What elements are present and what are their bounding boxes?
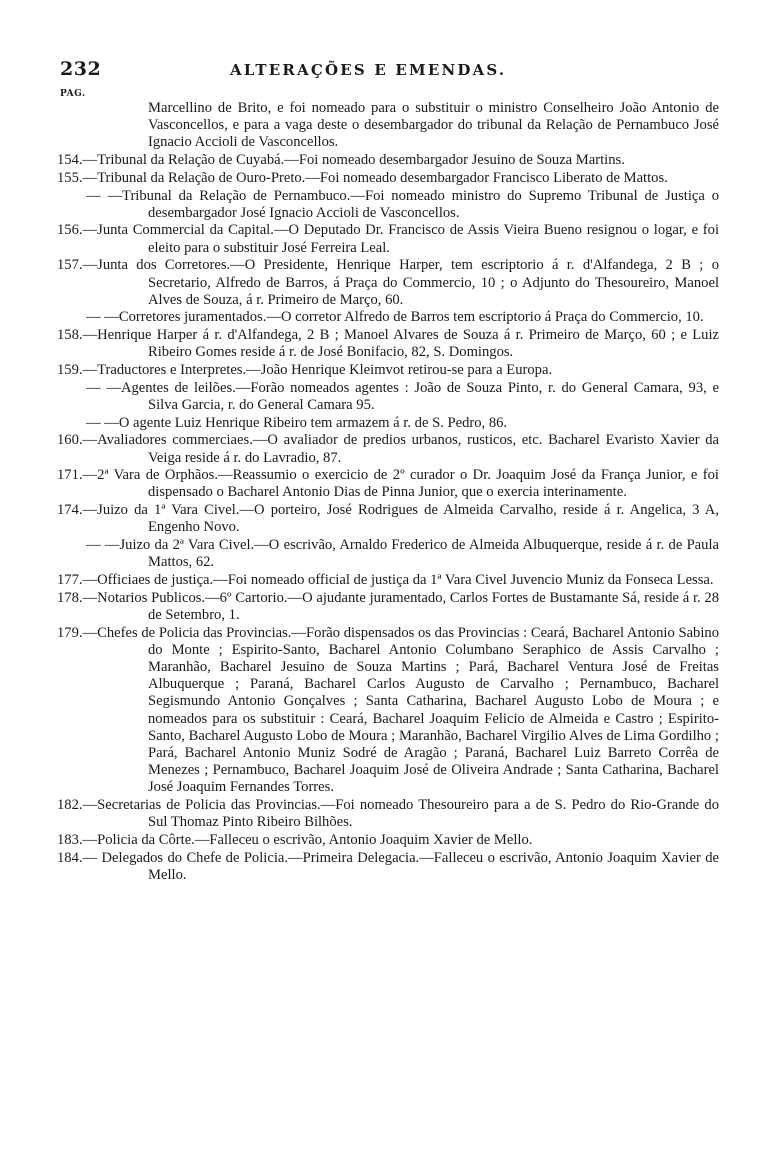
entry-157: 157.—Junta dos Corretores.—O Presidente, Henrique Harper, tem escriptorio á r. d'Alfandega, 2 B ; o Secretario, Alfredo de Barros, á Praça do Commercio, 10 ; o Adjunto do Thesoureiro, Manoel Alves de Souza, á r. Primeiro de Março, 60.: [57, 257, 719, 308]
entry-159: 159.—Traductores e Interpretes.—João Henrique Kleimvot retirou-se para a Europa.: [57, 362, 553, 379]
entry-continuation: Marcellino de Brito, e foi nomeado para o substituir o ministro Conselheiro João Antonio de Vasconcellos, e para a vaga deste o desembargador do tribunal da Relação de Pernambuco José Ignacio Accioli de Vasconcellos.: [148, 100, 719, 151]
entry-171: 171.—2ª Vara de Orphãos.—Reassumio o exercicio de 2º curador o Dr. Joaquim José da França Junior, e foi dispensado o Bacharel Antonio Dias de Pinna Junior, que o exercia interinamente.: [57, 467, 719, 501]
entries-list: [57, 100, 719, 885]
entry-dash: — —Tribunal da Relação de Pernambuco.—Foi nomeado ministro do Supremo Tribunal de Justiça o desembargador José Ignacio Accioli de Vasconcellos.: [86, 187, 719, 221]
entry-dash: — —Agentes de leilões.—Forão nomeados agentes : João de Souza Pinto, r. do General Camara, 93, e Silva Garcia, r. do General Camara 95.: [86, 379, 719, 413]
entry-183: 183.—Policia da Côrte.—Falleceu o escrivão, Antonio Joaquim Xavier de Mello.: [57, 832, 533, 849]
entry-178: 178.—Notarios Publicos.—6º Cartorio.—O ajudante juramentado, Carlos Fortes de Bustamante Sá, reside á r. 28 de Setembro, 1.: [57, 589, 719, 623]
entry-155: 155.—Tribunal da Relação de Ouro-Preto.—Foi nomeado desembargador Francisco Liberato de Mattos.: [57, 169, 668, 186]
entry-179: 179.—Chefes de Policia das Provincias.—Forão dispensados os das Provincias : Ceará, Bacharel Antonio Sabino do Monte ; Espirito-Santo, Bacharel Antonio Columbano Seraphico de Assis Carvalho ; Maranhão, Bacharel Jesuino de Souza Martins ; Pará, Bacharel Ventura José de Freitas Albuquerque ; Paraná, Bacharel Carlos Augusto de Carvalho ; Pernambuco, Bacharel Segismundo Antonio Gonçalves ; Santa Catharina, Bacharel Augusto Lobo de Moura ; e nomeados para os substituir : Ceará, Bacharel Joaquim Felicio de Almeida e Castro ; Espirito-Santo, Bacharel Augusto Lobo de Moura ; Maranhão, Bacharel Virgilio Alves de Lima Gordilho ; Pará, Bacharel Antonio Muniz Sodré de Aragão ; Paraná, Bacharel Luiz Barreto Corrêa de Menezes ; Pernambuco, Bacharel Joaquim José de Oliveira Andrade ; Santa Catharina, Bacharel José Joaquim Fernandes Torres.: [57, 624, 719, 796]
entry-dash: — —Corretores juramentados.—O corretor Alfredo de Barros tem escriptorio á Praça do Commercio, 10.: [86, 309, 704, 326]
entry-dash: — —O agente Luiz Henrique Ribeiro tem armazem á r. de S. Pedro, 86.: [86, 414, 508, 431]
entry-177: 177.—Officiaes de justiça.—Foi nomeado official de justiça da 1ª Vara Civel Juvencio Muniz da Fonseca Lessa.: [57, 571, 714, 588]
pag-column-label: PAG.: [60, 89, 86, 99]
running-title: ALTERAÇÕES E EMENDAS.: [230, 61, 507, 79]
entry-182: 182.—Secretarias de Policia das Provincias.—Foi nomeado Thesoureiro para a de S. Pedro do Rio-Grande do Sul Thomaz Pinto Ribeiro Bilhões.: [57, 797, 719, 831]
entry-154: 154.—Tribunal da Relação de Cuyabá.—Foi nomeado desembargador Jesuino de Souza Martins.: [57, 152, 625, 169]
entry-156: 156.—Junta Commercial da Capital.—O Deputado Dr. Francisco de Assis Vieira Bueno resignou o logar, e foi eleito para o substituir José Ferreira Leal.: [57, 222, 719, 256]
entry-184: 184.— Delegados do Chefe de Policia.—Primeira Delegacia.—Falleceu o escrivão, Antonio Joaquim Xavier de Mello.: [57, 849, 719, 883]
entry-160: 160.—Avaliadores commerciaes.—O avaliador de predios urbanos, rusticos, etc. Bacharel Evaristo Xavier da Veiga reside á r. do Lavradio, 87.: [57, 432, 719, 466]
page-header: [60, 58, 720, 84]
page-number: 232: [60, 58, 102, 80]
entry-174: 174.—Juizo da 1ª Vara Civel.—O porteiro, José Rodrigues de Almeida Carvalho, reside á r. Angelica, 3 A, Engenho Novo.: [57, 502, 719, 536]
entry-dash: — —Juizo da 2ª Vara Civel.—O escrivão, Arnaldo Frederico de Almeida Albuquerque, reside á r. de Paula Mattos, 62.: [86, 537, 719, 571]
entry-158: 158.—Henrique Harper á r. d'Alfandega, 2 B ; Manoel Alvares de Souza á r. Primeiro de Março, 60 ; e Luiz Ribeiro Gomes reside á r. de José Bonifacio, 82, S. Domingos.: [57, 327, 719, 361]
